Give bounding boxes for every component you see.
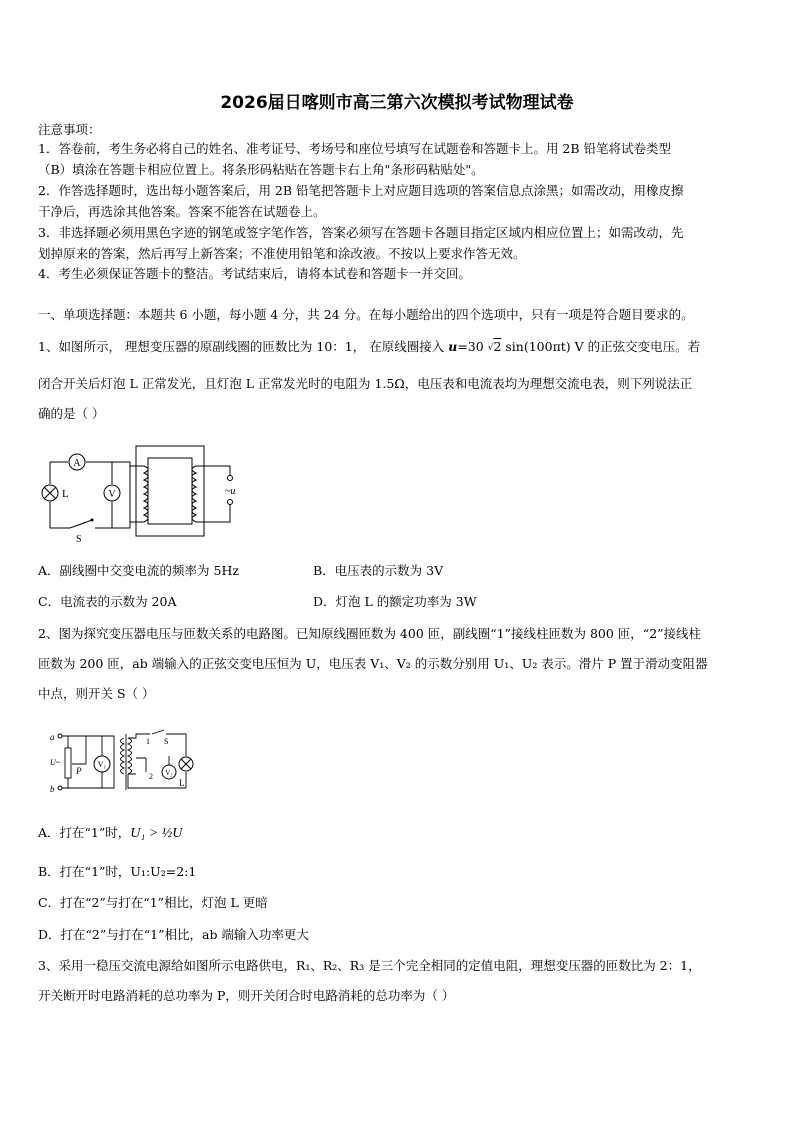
voltmeter-v1-icon bbox=[94, 756, 110, 772]
q2-stem-line2: 匝数为 200 匝，ab 端输入的正弦交变电压恒为 U，电压表 V₁、V₂ 的示数分别用 U₁、U₂ 表示。滑片 P 置于滑动变阻器 bbox=[38, 656, 708, 671]
lamp-icon bbox=[179, 757, 193, 771]
q2-stem-line1: 2、图为探究变压器电压与匝数关系的电路图。已知原线圈匝数为 400 匝，副线圈“1”接线柱匝数为 800 匝，“2”接线柱 bbox=[38, 626, 702, 641]
q2-option-c: C．打在“2”与打在“1”相比，灯泡 L 更暗 bbox=[38, 895, 268, 910]
svg-text:A: A bbox=[73, 458, 81, 469]
switch-label: S bbox=[76, 534, 82, 545]
notice-line-1: 1．答卷前，考生务必将自己的姓名、准考证号、考场号和座位号填写在试题卷和答题卡上。用 2B 铅笔将试卷类型 bbox=[38, 141, 672, 156]
q1-stem-line1: 1、如图所示， 理想变压器的原副线圈的匝数比为 10：1， 在原线圈接入 u=30 √2 sin(100πt) V 的正弦交变电压。若 bbox=[38, 339, 701, 354]
notice-line-6: 划掉原来的答案，然后再写上新答案；不准使用铅笔和涂改液。不按以上要求作答无效。 bbox=[38, 246, 526, 261]
q3-stem-line2: 开关断开时电路消耗的总功率为 P，则开关闭合时电路消耗的总功率为（ ） bbox=[38, 988, 455, 1003]
q3-stem-line1: 3、采用一稳压交流电源给如图所示电路供电，R₁、R₂、R₃ 是三个完全相同的定值电阻，理想变压器的匝数比为 2：1， bbox=[38, 958, 701, 973]
notice-line-3: 2．作答选择题时，选出每小题答案后，用 2B 铅笔把答题卡上对应题目选项的答案信息点涂黑；如需改动，用橡皮擦 bbox=[38, 183, 684, 198]
source-voltage-label: U~ bbox=[50, 758, 61, 767]
ammeter-icon bbox=[69, 454, 85, 470]
switch-s-label: S bbox=[164, 737, 169, 746]
q2-option-a: A．打在“1”时，U₁ > ½U bbox=[38, 825, 183, 841]
page-title: 2026届日喀则市高三第六次模拟考试物理试卷 bbox=[220, 93, 574, 113]
slider-label: P bbox=[76, 766, 82, 776]
q2-option-d: D．打在“2”与打在“1”相比，ab 端输入功率更大 bbox=[38, 927, 309, 942]
notice-line-2: （B）填涂在答题卡相应位置上。将条形码粘贴在答题卡右上角"条形码粘贴处"。 bbox=[38, 162, 484, 177]
voltmeter-icon bbox=[104, 485, 120, 501]
section-heading: 一、单项选择题：本题共 6 小题，每小题 4 分，共 24 分。在每小题给出的四个选项中，只有一项是符合题目要求的。 bbox=[38, 307, 694, 322]
q1-option-d: D．灯泡 L 的额定功率为 3W bbox=[313, 594, 477, 609]
svg-text:V₂: V₂ bbox=[165, 769, 173, 777]
tap-1-label: 1 bbox=[146, 737, 150, 746]
notice-line-7: 4．考生必须保证答题卡的整洁。考试结束后，请将本试卷和答题卡一并交回。 bbox=[38, 266, 471, 281]
notice-heading: 注意事项： bbox=[38, 122, 101, 137]
q2-stem-line3: 中点，则开关 S（ ） bbox=[38, 686, 155, 701]
svg-text:V₁: V₁ bbox=[97, 760, 107, 769]
q1-option-c: C．电流表的示数为 20A bbox=[38, 594, 177, 609]
q1-stem-line3: 确的是（ ） bbox=[38, 406, 105, 421]
q1-circuit-figure bbox=[40, 440, 260, 548]
source-label: ~u bbox=[225, 486, 236, 497]
q2-option-b: B．打在“1”时，U₁:U₂=2:1 bbox=[38, 864, 197, 879]
tap-2-label: 2 bbox=[149, 772, 153, 781]
svg-text:V: V bbox=[108, 489, 116, 500]
notice-line-5: 3．非选择题必须用黑色字迹的钢笔或签字笔作答，答案必须写在答题卡各题目指定区域内相应位置上；如需改动，先 bbox=[38, 225, 684, 240]
notice-line-4: 干净后，再选涂其他答案。答案不能答在试题卷上。 bbox=[38, 204, 326, 219]
terminal-a-label: a bbox=[50, 732, 55, 742]
q2-circuit-figure bbox=[46, 728, 206, 798]
lamp-label: L bbox=[179, 778, 185, 788]
terminal-b-label: b bbox=[50, 784, 55, 794]
q1-option-a: A．副线圈中交变电流的频率为 5Hz bbox=[38, 563, 239, 578]
switch-icon bbox=[91, 519, 94, 522]
q1-stem-line2: 闭合开关后灯泡 L 正常发光，且灯泡 L 正常发光时的电阻为 1.5Ω，电压表和电流表均为理想交流电表，则下列说法正 bbox=[38, 376, 693, 391]
voltmeter-v2-icon bbox=[162, 765, 176, 779]
lamp-icon bbox=[42, 485, 58, 501]
q1-option-b: B．电压表的示数为 3V bbox=[313, 563, 444, 578]
lamp-label: L bbox=[62, 488, 69, 500]
